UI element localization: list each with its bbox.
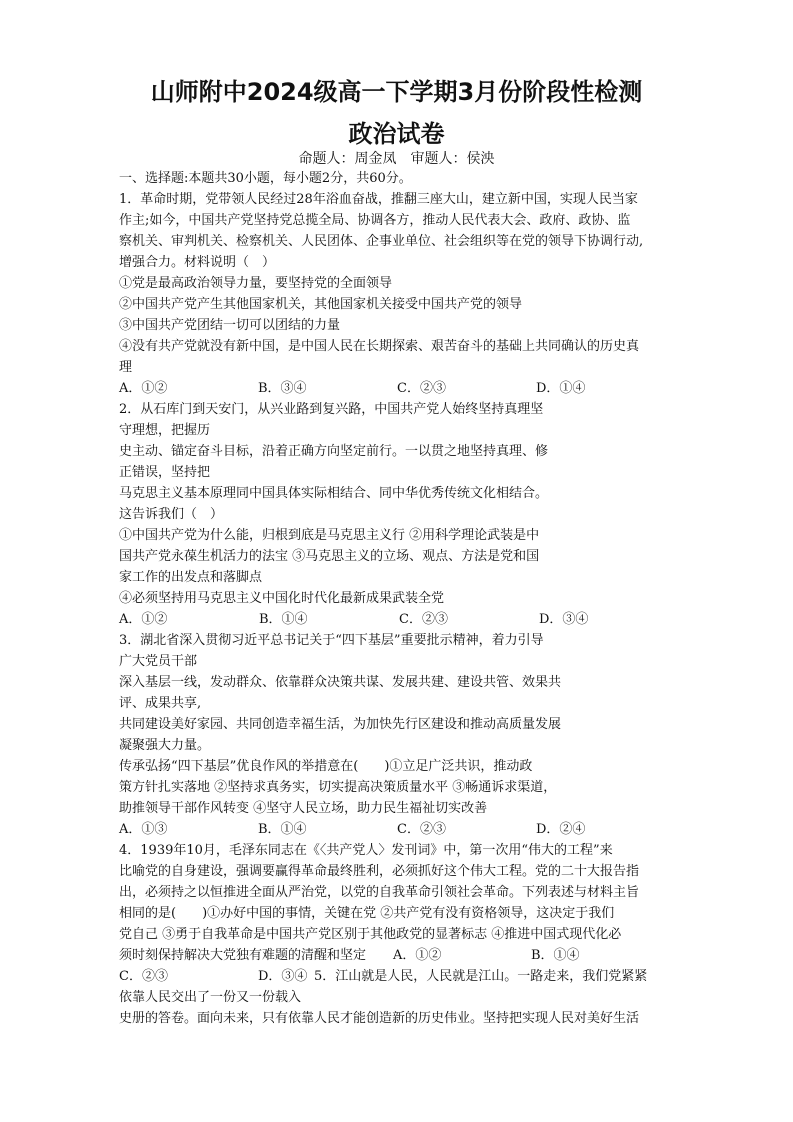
question-line: 马克思主义基本原理同中国具体实际相结合、同中华优秀传统文化相结合。 xyxy=(119,486,549,501)
option-b: B．③④ xyxy=(258,381,307,396)
question-5-start: 5．江山就是人民，人民就是江山。一路走来，我们党紧紧 xyxy=(314,969,648,984)
question-line: 史主动、锚定奋斗目标，沿着正确方向坚定前行。一以贯之地坚持真理、修 xyxy=(119,444,549,459)
question-line: ①党是最高政治领导力量，要坚持党的全面领导 xyxy=(119,276,393,291)
question-line: 2．从石库门到天安门，从兴业路到复兴路，中国共产党人始终坚持真理坚 xyxy=(119,402,544,417)
option-c: C．②③ xyxy=(119,969,168,984)
question-line: 理 xyxy=(119,360,133,375)
question-line xyxy=(119,945,689,966)
question-text: 须时刻保持解决大党独有难题的清醒和坚定 xyxy=(119,948,367,963)
question-line: 相同的是( )①办好中国的事情，关键在党 ②共产党有没有资格领导，这决定于我们 xyxy=(119,906,615,921)
question-4 xyxy=(119,840,689,987)
question-line: ④没有共产党就没有新中国，是中国人民在长期探索、艰苦奋斗的基础上共同确认的历史真 xyxy=(119,339,640,354)
option-c: C．②③ xyxy=(399,612,448,627)
answer-options xyxy=(119,378,689,399)
question-line: 正错误，坚持把 xyxy=(119,465,211,480)
question-line: ④必须坚持用马克思主义中国化时代化最新成果武装全党 xyxy=(119,591,445,606)
option-a: A．①③ xyxy=(119,822,168,837)
question-line: 深入基层一线，发动群众、依靠群众决策共谋、发展共建、建设共管、效果共 xyxy=(119,675,562,690)
exam-subtitle: 政治试卷 xyxy=(348,120,445,148)
question-line: 1．革命时期，党带领人民经过28年浴血奋战，推翻三座大山，建立新中国，实现人民当家 xyxy=(119,192,638,207)
question-line: 党自己 ③勇于自我革命是中国共产党区别于其他政党的显著标志 ④推进中国式现代化必 xyxy=(119,927,622,942)
option-a: A．①② xyxy=(119,612,168,627)
question-line: 4．1939年10月，毛泽东同志在《〈共产党人〉发刊词》中，第一次用“伟大的工程”来 xyxy=(119,843,613,858)
question-line: 依靠人民交出了一份又一份载入 xyxy=(119,990,302,1005)
question-line: 助推领导干部作风转变 ④坚守人民立场，助力民生福祉切实改善 xyxy=(119,801,488,816)
option-a: A．①② xyxy=(119,381,168,396)
option-c: C．②③ xyxy=(397,381,446,396)
option-d: D．①④ xyxy=(536,381,586,396)
option-b: B．①④ xyxy=(259,612,308,627)
section-heading: 一、选择题:本题共30小题，每小题2分，共60分。 xyxy=(119,171,412,186)
question-2 xyxy=(119,399,689,630)
option-d: D．②④ xyxy=(536,822,586,837)
question-line: 增强合力。材料说明（ ） xyxy=(119,255,276,270)
question-line: 比喻党的自身建设，强调要赢得革命最终胜利，必须抓好这个伟大工程。党的二十大报告指 xyxy=(119,864,640,879)
question-line: 史册的答卷。面向未来，只有依靠人民才能创造新的历史伟业。坚持把实现人民对美好生活 xyxy=(119,1011,640,1026)
option-b: B．①④ xyxy=(531,948,580,963)
question-line: ①中国共产党为什么能，归根到底是马克思主义行 ②用科学理论武装是中 xyxy=(119,528,540,543)
question-line: 评、成果共享, xyxy=(119,696,202,711)
question-line: 作主;如今，中国共产党坚持党总揽全局、协调各方，推动人民代表大会、政府、政协、监 xyxy=(119,213,631,228)
question-line: 广大党员干部 xyxy=(119,654,198,669)
question-line: 传承弘扬“四下基层”优良作风的举措意在( )①立足广泛共识，推动政 xyxy=(119,759,533,774)
question-line: 共同建设美好家园、共同创造幸福生活，为加快先行区建设和推动高质量发展 xyxy=(119,717,562,732)
exam-title: 山师附中2024级高一下学期3月份阶段性检测 xyxy=(150,78,643,106)
question-5 xyxy=(119,987,689,1029)
question-line: 国共产党永葆生机活力的法宝 ③马克思主义的立场、观点、方法是党和国 xyxy=(119,549,540,564)
question-line: 3．湖北省深入贯彻习近平总书记关于“四下基层”重要批示精神，着力引导 xyxy=(119,633,544,648)
question-line: 出，必须持之以恒推进全面从严治党，以党的自我革命引领社会革命。下列表述与材料主旨 xyxy=(119,885,640,900)
answer-options xyxy=(119,966,689,987)
question-line: 守理想，把握历 xyxy=(119,423,211,438)
option-c: C．②③ xyxy=(397,822,446,837)
exam-authors: 命题人：周金凤 审题人：侯泱 xyxy=(298,151,495,167)
question-line: 这告诉我们（ ） xyxy=(119,507,224,522)
question-3 xyxy=(119,630,689,840)
question-line: 家工作的出发点和落脚点 xyxy=(119,570,263,585)
answer-options xyxy=(119,819,689,840)
question-line: ③中国共产党团结一切可以团结的力量 xyxy=(119,318,341,333)
question-line: 凝聚强大力量。 xyxy=(119,738,211,753)
answer-options xyxy=(119,609,689,630)
option-d: D．③④ xyxy=(258,969,308,984)
question-line: 察机关、审判机关、检察机关、人民团体、企事业单位、社会组织等在党的领导下协调行动, xyxy=(119,234,644,249)
exam-body xyxy=(119,168,689,1029)
option-a: A．①② xyxy=(393,948,442,963)
question-line: 策方针扎实落地 ②坚持求真务实，切实提高决策质量水平 ③畅通诉求渠道， xyxy=(119,780,557,795)
option-d: D．③④ xyxy=(539,612,589,627)
option-b: B．①④ xyxy=(258,822,307,837)
question-line: ②中国共产党产生其他国家机关，其他国家机关接受中国共产党的领导 xyxy=(119,297,523,312)
question-1 xyxy=(119,189,689,399)
